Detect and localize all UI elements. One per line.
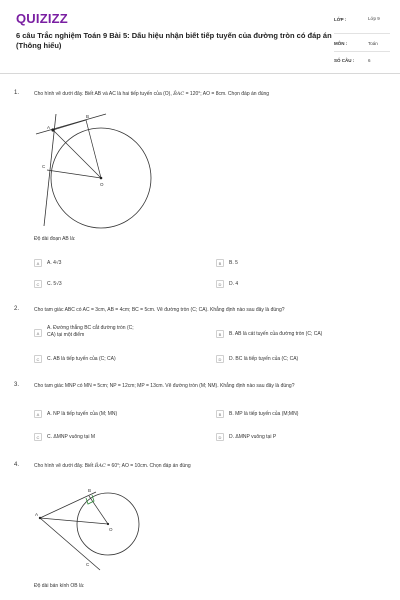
- question-number: 3.: [14, 382, 20, 388]
- question-number: 2.: [14, 306, 20, 312]
- point-a: [39, 517, 41, 519]
- label-o: O: [109, 527, 113, 532]
- option-a[interactable]: [34, 409, 204, 421]
- option-text: A. 4√3: [47, 260, 62, 266]
- option-letter-box: D: [216, 280, 224, 288]
- option-text: A. Đường thẳng BC cắt đường tròn (C; CA) tại một điểm: [47, 325, 134, 338]
- option-b[interactable]: [216, 409, 386, 421]
- option-letter-box: A: [34, 329, 42, 337]
- label-o: O: [100, 182, 104, 187]
- meta-row-class: [334, 14, 390, 34]
- question-number: 4.: [14, 462, 20, 468]
- question-subtext: Độ dài đoạn AB là:: [34, 236, 76, 242]
- meta-label: MÔN :: [334, 41, 348, 46]
- label-a: A: [35, 512, 39, 517]
- option-letter-box: B: [216, 410, 224, 418]
- label-a: A: [47, 125, 51, 130]
- option-text: C. 5√3: [47, 281, 62, 287]
- option-text: B. 5: [229, 260, 238, 266]
- angle-symbol: B̂AC: [94, 463, 106, 469]
- question-text-end: = 60°; AO = 10cm. Chọn đáp án đúng: [105, 463, 191, 469]
- segment-ab: [53, 120, 86, 130]
- option-d[interactable]: [216, 432, 386, 444]
- option-text: C. AB là tiếp tuyến của (C; CA): [47, 356, 116, 362]
- option-letter-box: A: [34, 259, 42, 267]
- meta-label: SỐ CÂU :: [334, 58, 355, 63]
- question-text: [34, 91, 364, 98]
- option-letter-box: C: [34, 355, 42, 363]
- label-b: B: [86, 114, 90, 119]
- option-c[interactable]: [34, 432, 204, 444]
- option-a[interactable]: [34, 258, 204, 270]
- option-text: D. 4: [229, 281, 239, 287]
- quizizz-logo: QUIZIZZ: [16, 11, 68, 26]
- option-letter-box: B: [216, 259, 224, 267]
- meta-row-subject: [334, 36, 390, 52]
- option-text: D. BC là tiếp tuyến của (C; CA): [229, 356, 299, 362]
- option-d[interactable]: [216, 354, 386, 366]
- question-text: Cho tam giác MNP có MN = 5cm; NP = 12cm; MP = 13cm. Vẽ đường tròn (M; NM). Khẳng định nào sau đây là đúng?: [34, 383, 295, 389]
- tangent-line-ac: [40, 518, 100, 570]
- option-letter-box: A: [34, 410, 42, 418]
- meta-value: 6: [368, 58, 371, 63]
- option-letter-box: C: [34, 433, 42, 441]
- option-b[interactable]: [216, 329, 386, 341]
- option-letter-box: C: [34, 280, 42, 288]
- option-c[interactable]: [34, 279, 204, 291]
- question-subtext: Độ dài bán kính OB là:: [34, 583, 85, 589]
- question-text-start: Cho hình vẽ dưới đây. Biết: [34, 463, 95, 469]
- option-text: B. MP là tiếp tuyến của (M;MN): [229, 411, 299, 417]
- question-text-end: = 120°; AO = 8cm. Chọn đáp án đúng: [184, 91, 270, 97]
- tangent-line-ab: [36, 114, 106, 134]
- label-b: B: [88, 488, 92, 493]
- question-4-figure: [34, 480, 154, 576]
- tangent-line-ab: [40, 492, 96, 518]
- option-text: B. AB là cát tuyến của đường tròn (C; CA): [229, 331, 323, 337]
- point-a: [51, 128, 54, 131]
- worksheet-header: [0, 0, 400, 74]
- meta-label: LỚP :: [334, 17, 347, 22]
- segment-ob: [89, 496, 108, 524]
- option-c[interactable]: [34, 354, 204, 366]
- segment-oc: [47, 170, 101, 178]
- segment-ao: [53, 130, 101, 178]
- point-o: [107, 523, 109, 525]
- meta-value: Toán: [368, 41, 378, 46]
- point-o: [100, 177, 103, 180]
- question-text-start: Cho hình vẽ dưới đây. Biết AB và AC là hai tiếp tuyến của (O),: [34, 91, 174, 97]
- question-number: 1.: [14, 90, 20, 96]
- question-text: Cho tam giác ABC có AC = 3cm, AB = 4cm; BC = 5cm. Vẽ đường tròn (C; CA). Khẳng định nào sau đây là đúng?: [34, 307, 285, 313]
- option-d[interactable]: [216, 279, 386, 291]
- segment-ao: [40, 518, 108, 524]
- angle-symbol: B̂AC: [173, 91, 185, 97]
- option-a[interactable]: [34, 325, 204, 343]
- option-letter-box: D: [216, 433, 224, 441]
- option-text: D. ΔMNP vuông tại P: [229, 434, 277, 440]
- option-text: C. ΔMNP vuông tại M: [47, 434, 95, 440]
- option-letter-box: B: [216, 330, 224, 338]
- meta-value: Lớp 9: [368, 16, 380, 21]
- worksheet-title: 6 câu Trắc nghiệm Toán 9 Bài 5: Dấu hiệu nhận biết tiếp tuyến của đường tròn có đáp án (Thông hiểu): [16, 31, 332, 50]
- question-text: [34, 463, 364, 470]
- label-c: C: [42, 164, 46, 169]
- option-letter-box: D: [216, 355, 224, 363]
- option-text: A. NP là tiếp tuyến của (M; MN): [47, 411, 118, 417]
- meta-row-count: [334, 54, 390, 68]
- question-1-figure: [34, 110, 154, 230]
- option-b[interactable]: [216, 258, 386, 270]
- label-c: C: [86, 562, 90, 567]
